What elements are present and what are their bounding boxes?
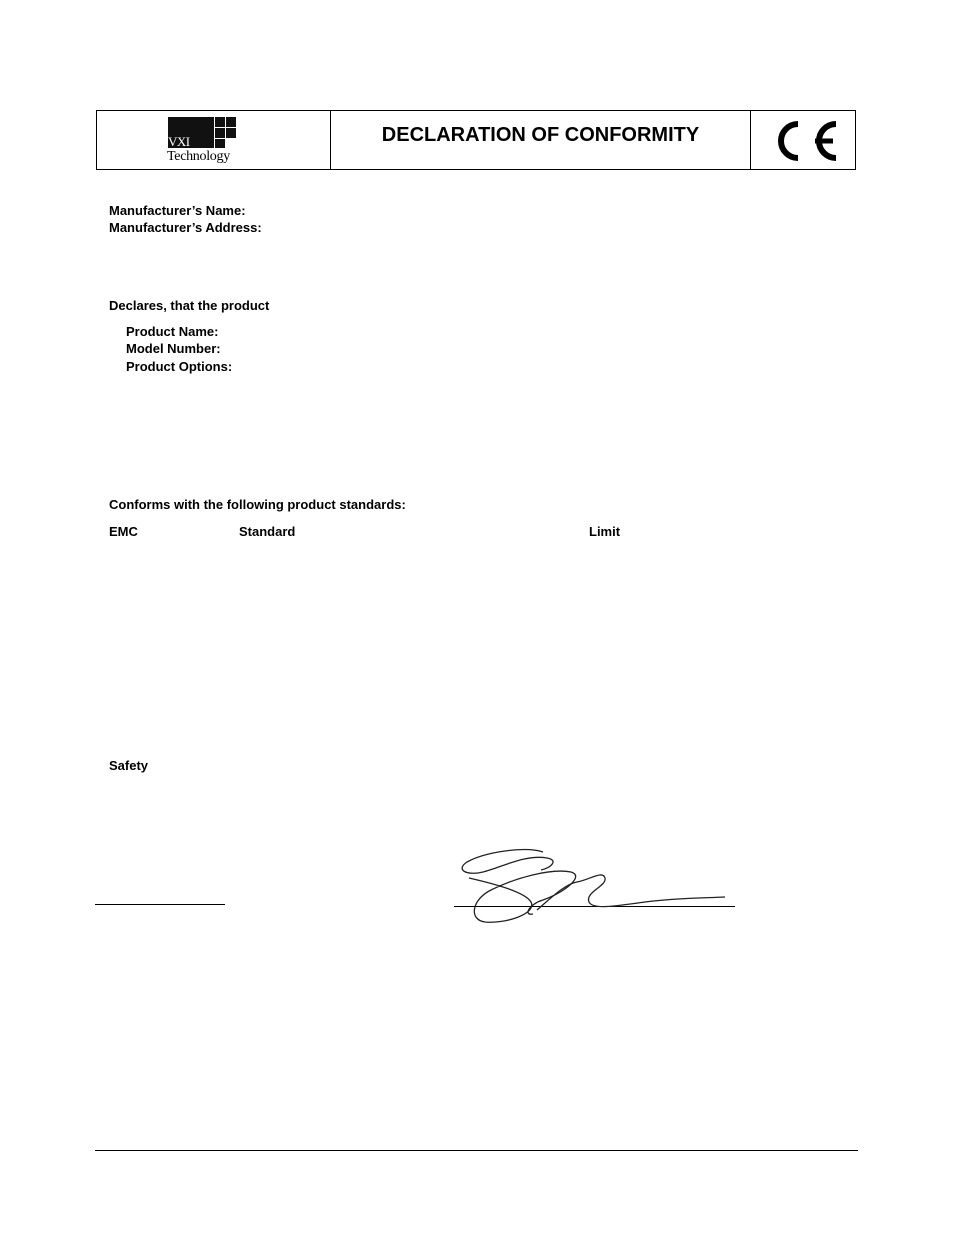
ce-cell xyxy=(751,111,855,169)
declares-label: Declares, that the product xyxy=(109,298,270,313)
standards-heading: Conforms with the following product standards: xyxy=(109,497,406,512)
logo-technology-text: Technology xyxy=(167,149,230,164)
logo-vxi-text: VXI xyxy=(168,134,190,149)
model-number-label: Model Number: xyxy=(126,341,221,356)
date-line xyxy=(95,904,225,905)
safety-label: Safety xyxy=(109,758,149,773)
emc-column-header: EMC xyxy=(109,524,138,539)
header-table xyxy=(96,110,856,170)
handwritten-signature xyxy=(455,840,745,930)
standard-column-header: Standard xyxy=(239,524,296,539)
product-options-label: Product Options: xyxy=(126,359,233,374)
manufacturer-name-label: Manufacturer’s Name: xyxy=(109,203,246,218)
footer-rule xyxy=(95,1150,858,1151)
ce-mark-icon xyxy=(751,111,857,171)
manufacturer-address-label: Manufacturer’s Address: xyxy=(109,220,262,235)
logo-cell xyxy=(97,111,331,169)
document-title: DECLARATION OF CONFORMITY xyxy=(381,124,700,146)
title-cell xyxy=(331,111,751,169)
limit-column-header: Limit xyxy=(589,524,621,539)
product-name-label: Product Name: xyxy=(126,324,219,339)
